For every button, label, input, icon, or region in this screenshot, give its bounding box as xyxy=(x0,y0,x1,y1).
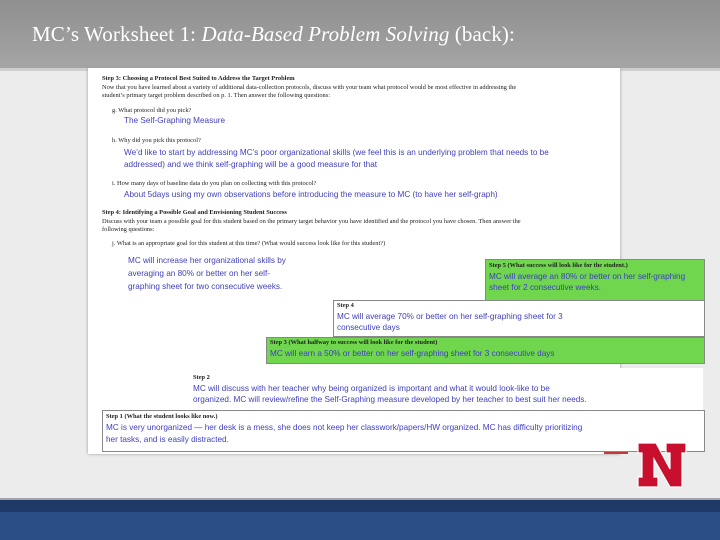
step2-line-1: MC will discuss with her teacher why being organized is important and what it would look-like to be xyxy=(193,384,550,393)
logo-accent-line xyxy=(604,452,628,454)
step5-box xyxy=(485,259,705,302)
question-i: i. How many days of baseline data do you plan on collecting with this protocol? xyxy=(112,180,317,187)
step4-box xyxy=(333,300,705,337)
step3-label: Step 3 (What halfway to success will look like for the student) xyxy=(270,339,438,346)
step4-line-1: MC will average 70% or better on her self-graphing sheet for 3 xyxy=(337,312,563,321)
step2-label: Step 2 xyxy=(193,374,210,381)
step1-line-1: MC is very unorganized — her desk is a mess, she does not keep her classwork/papers/HW organized. MC has difficulty prioritizing xyxy=(106,423,583,432)
answer-g: The Self-Graphing Measure xyxy=(124,116,226,125)
step3-line-1: MC will earn a 50% or better on her self-graphing sheet for 3 consecutive days xyxy=(270,349,555,358)
step3-box xyxy=(266,337,705,364)
step2-box xyxy=(190,368,703,410)
answer-h-1: We’d like to start by addressing MC’s poor organizational skills (we feel this is an underlying problem that needs to be xyxy=(124,148,549,157)
nebraska-n-logo-icon xyxy=(634,437,690,493)
step4-line-2: consecutive days xyxy=(337,323,400,332)
step4-intro-2: following questions: xyxy=(102,226,155,233)
question-j: j. What is an appropriate goal for this student at this time? (What would success look like for this student?) xyxy=(112,240,386,247)
step4-intro-1: Discuss with your team a possible goal for this student based on the primary target behavior you have identified and the protocol you have chosen. Then answer the xyxy=(102,218,521,225)
step1-label: Step 1 (What the student looks like now.) xyxy=(106,413,218,420)
goal-line-3: graphing sheet for two consecutive weeks. xyxy=(128,282,283,291)
step3-heading: Step 3: Choosing a Protocol Best Suited to Address the Target Problem xyxy=(102,75,295,82)
answer-h-2: addressed) and we think self-graphing will be a good measure for that xyxy=(124,160,378,169)
step3-intro-1: Now that you have learned about a variety of additional data-collection protocols, discuss with your team what protocol would be most effective in addressing the xyxy=(102,84,517,91)
goal-line-2: averaging an 80% or better on her self- xyxy=(128,269,271,278)
goal-line-1: MC will increase her organizational skills by xyxy=(128,256,286,265)
step1-box xyxy=(102,410,705,452)
step3-intro-2: student’s primary target problem described on p. 1. Then answer the following questions: xyxy=(102,92,331,99)
question-g: g. What protocol did you pick? xyxy=(112,107,192,114)
footer-bar xyxy=(0,512,720,540)
question-h: h. Why did you pick this protocol? xyxy=(112,137,201,144)
footer-bar-dark xyxy=(0,500,720,512)
step2-line-2: organized. MC will review/refine the Self-Graphing measure developed by her teacher to best suit her needs. xyxy=(193,395,587,404)
step5-label: Step 5 (What success will look like for the student.) xyxy=(489,262,628,269)
step1-line-2: her tasks, and is easily distracted. xyxy=(106,435,229,444)
worksheet-image xyxy=(88,68,686,454)
slide-title: MC’s Worksheet 1: Data-Based Problem Solving (back): xyxy=(32,22,515,46)
step4-heading: Step 4: Identifying a Possible Goal and Envisioning Student Success xyxy=(102,209,287,216)
answer-i: About 5days using my own observations before introducing the measure to MC (to have her self-graph) xyxy=(124,190,498,199)
step5-line-2: sheet for 2 consecutive weeks. xyxy=(489,283,601,292)
step5-line-1: MC will average an 80% or better on her self-graphing xyxy=(489,272,686,281)
step4-label: Step 4 xyxy=(337,302,354,309)
